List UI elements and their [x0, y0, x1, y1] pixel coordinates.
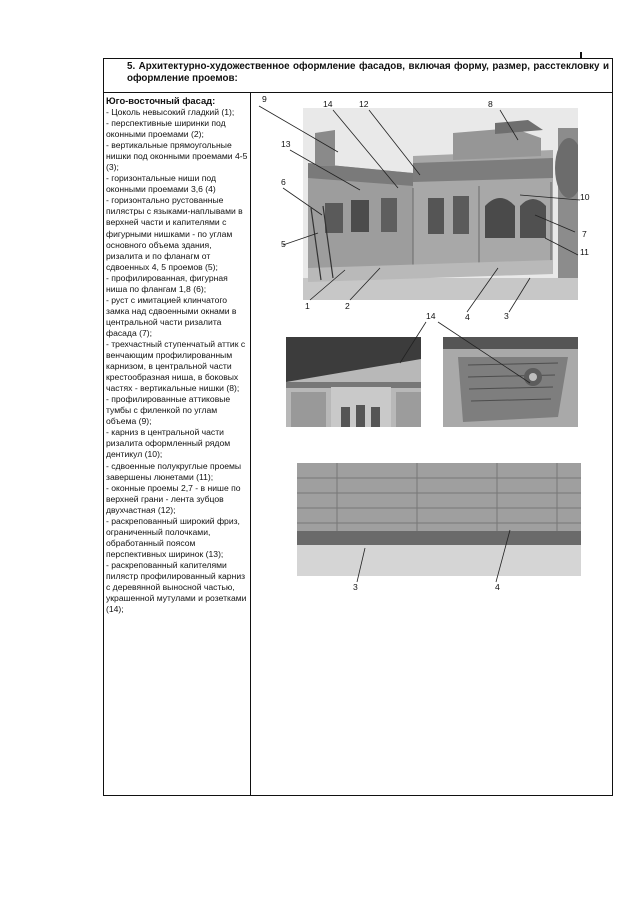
section-header: 5. Архитектурно-художественное оформление фасадов, включая форму, размер, расстекловку и оформление проемов:	[127, 61, 609, 84]
callout-12: 12	[359, 99, 369, 109]
item-5: - горизонтально рустованные пилястры с языками-наплывами в верхней части и капителями с фигурными нишками - по углам основного объема здания, ризалита и по фланагм от сдвоенных 4, 5 проемов (5);	[106, 195, 243, 272]
item-9: - профилированные аттиковые тумбы с филенкой по углам объема (9);	[106, 394, 231, 427]
item-10: - карниз в центральной части ризалита оформленный рядом дентикул (10);	[106, 427, 231, 460]
callout-8: 8	[488, 99, 493, 109]
callout-5: 5	[281, 239, 286, 249]
facade-title: Юго-восточный фасад:	[106, 95, 216, 106]
callout-9: 9	[262, 94, 267, 104]
callout-3-plinth: 3	[353, 582, 358, 592]
item-13: - раскрепованный широкий фриз, ограниченный полочками, обработанный поясом перспективных ширинок (13);	[106, 515, 240, 559]
item-3: - вертикальные прямоугольные нишки под оконными проемами 4-5 (3);	[106, 140, 248, 173]
item-11: - сдвоенные полукруглые проемы завершены люнетами (11);	[106, 460, 242, 482]
item-8: - трехчастный ступенчатый аттик с венчающим профилированным карнизом, в центральной части крестообразная ниша, в боковых частях - вертикальные нишки (8);	[106, 338, 246, 394]
callout-13: 13	[281, 139, 291, 149]
callout-14-detail: 14	[426, 311, 436, 321]
item-7: - руст с имитацией клинчатого замка над сдвоенными окнами в центральной части ризалита фасада (7);	[106, 294, 237, 338]
callout-3: 3	[504, 311, 509, 321]
callout-1: 1	[305, 301, 310, 311]
item-4: - горизонтальные ниши под оконными проемами 3,6 (4)	[106, 173, 217, 195]
callout-14: 14	[323, 99, 333, 109]
item-1: - Цоколь невысокий гладкий (1);	[106, 107, 235, 117]
item-6: - профилированная, фигурная ниша по флангам 1,8 (6);	[106, 272, 228, 294]
item-14: - раскрепованный капителями пилястр профилированный карниз с деревянной выносной частью, украшенной мутулами и розетками (14);	[106, 559, 247, 615]
callout-11: 11	[580, 247, 589, 257]
callout-4: 4	[465, 312, 470, 322]
item-2: - перспективные ширинки под оконными проемами (2);	[106, 118, 226, 140]
callout-7: 7	[582, 229, 587, 239]
callout-4-plinth: 4	[495, 582, 500, 592]
callout-10: 10	[580, 192, 590, 202]
callout-2: 2	[345, 301, 350, 311]
item-12: - оконные проемы 2,7 - в нише по верхней грани - лента зубцов двухчастная (12);	[106, 482, 241, 515]
callout-6: 6	[281, 177, 286, 187]
